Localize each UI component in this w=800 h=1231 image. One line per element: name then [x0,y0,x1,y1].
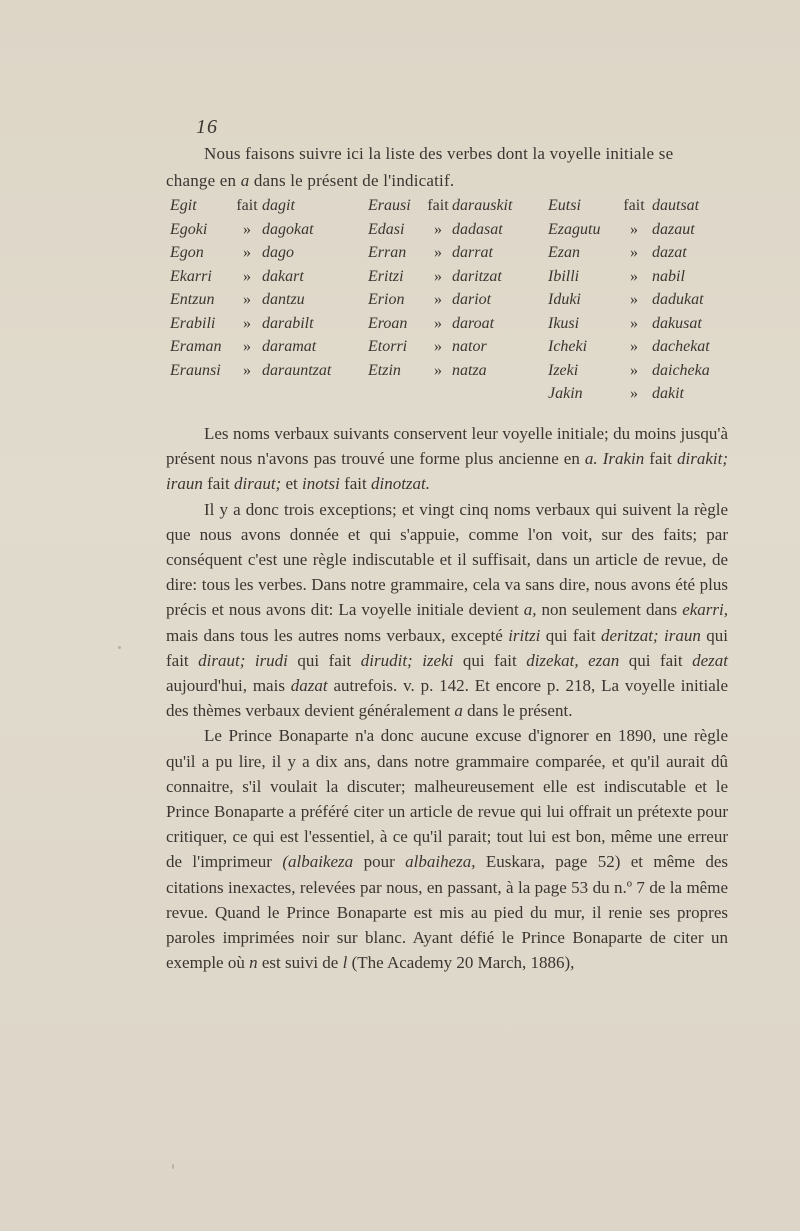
verb-word: Ezagutu [548,220,601,238]
verb-mark: » [630,291,638,308]
verb-mark: » [243,267,251,285]
verb-word: Egoki [170,220,208,238]
paragraph-2 [166,497,728,724]
text-run: qui fait [540,625,601,645]
verb-row [548,218,710,242]
verb-word: Erausi [368,197,411,214]
verb-mark: » [434,314,442,332]
intro-text-after: dans le présent de l'indicatif. [249,171,455,190]
verb-row [548,241,710,265]
italic-run: dazat [290,676,328,696]
verb-row [368,265,512,289]
italic-run: iritzi [508,625,541,645]
verb-word: Izeki [548,361,579,379]
verb-mark: » [243,361,251,379]
verb-result: nator [452,338,487,355]
paragraph-1 [166,421,728,497]
verb-word: Erran [368,244,407,261]
verb-row [548,359,710,383]
text-run: fait [202,474,234,494]
verb-row [548,265,710,289]
verb-word: Erion [368,291,405,308]
text-run: qui fait [166,625,728,670]
italic-run: inotsi [302,474,340,494]
verb-row [368,241,512,265]
verb-result: dadukat [652,291,704,308]
verb-mark: » [630,244,638,261]
verb-result: daicheka [652,361,710,379]
verb-word: Etorri [368,338,408,355]
verb-mark: fait [623,197,645,214]
verb-result: dagokat [262,220,314,238]
verb-mark: » [630,220,638,238]
intro-paragraph [166,140,726,194]
verb-result: dazaut [652,220,695,238]
verb-row [368,218,512,242]
verb-result: darrat [452,244,493,261]
verb-row [548,194,710,218]
verb-row [368,194,512,218]
verb-result: dautsat [652,197,700,214]
verb-result: dakit [652,385,684,402]
verb-result: daritzat [452,267,502,285]
verb-word: Icheki [548,338,588,355]
verb-word: Erabili [170,314,216,332]
body-text [166,421,728,975]
verb-result: dantzu [262,291,305,308]
italic-run: a. Irakin [584,449,645,469]
verb-row [368,312,512,336]
text-run: autrefois. v. p. 142. Et encore p. 218, La voyelle initiale des thèmes verbaux devient généralement [166,676,729,721]
text-run: fait [339,474,371,494]
verb-row [170,335,331,359]
verb-mark: » [243,314,251,332]
verb-row [548,335,710,359]
italic-run: diraut; [234,474,282,494]
intro-text-before: Nous faisons suivre ici la liste des verbes dont la voyelle initiale se change en [166,144,674,190]
verb-mark: » [243,244,251,261]
verb-word: Jakin [548,385,583,402]
text-run: qui fait [619,650,693,670]
verb-result: dachekat [652,338,710,355]
verb-row [170,194,331,218]
italic-run: dizekat, ezan [526,650,620,670]
verb-result: dadasat [452,220,503,238]
italic-run: dirudit; izeki [360,650,454,670]
verb-row [548,288,710,312]
verb-word: Iduki [548,291,581,308]
verb-mark: » [434,291,442,308]
verb-mark: » [434,361,442,379]
verb-result: dazat [652,244,687,261]
verb-word: Ekarri [170,267,212,285]
verb-result: dagit [262,197,295,214]
verb-row [368,359,512,383]
verb-row [170,265,331,289]
verb-word: Edasi [368,220,405,238]
verb-mark: fait [236,197,258,214]
verb-mark: » [243,338,251,355]
verb-column-1 [170,194,331,382]
italic-run: dinotzat. [370,474,431,494]
verb-row [170,288,331,312]
italic-run: albaiheza, [405,852,476,872]
verb-word: Etzin [368,361,401,379]
text-run: Il y a donc trois exceptions; et vingt cinq noms verbaux qui suivent la règle que nous avons donnée et qui s'appuie, comme l'on voit, sur des faits; par conséquent c'est une règle indiscutable et il suffisait, dans un article de revue, de dire: tous les verbes. Dans notre grammaire, cela va sans dire, nous avons été plus précis et nous avons dit: La voyelle initiale devient [166,499,728,620]
verb-row [170,218,331,242]
italic-run: (albaikeza [282,852,354,872]
text-run: Les noms verbaux suivants conservent leur voyelle initiale; du moins jusqu'à présent nous n'avons pas trouvé une forme plus ancienne en [166,424,728,469]
verb-result: natza [452,361,487,379]
text-run: Le Prince Bonaparte n'a donc aucune excuse d'ignorer en 1890, une règle qu'il a pu lire, il y a dix ans, dans notre grammaire comparée, et qu'il aurait dû connaitre, s'il voulait la discuter; malheureusement elle est indiscutable et le Prince Bonaparte a préféré citer un article de revue qui lui offrait un prétexte pour critiquer, ce qui est l'essentiel, à ce qu'il parait; tout lui est bon, même une erreur de l'imprimeur [166,726,728,872]
verb-result: darauntzat [262,361,332,379]
italic-run: dirakit; iraun [166,449,728,494]
verb-mark: » [243,291,251,308]
paper-speck [118,646,121,649]
text-run: et [281,474,303,494]
text-run: non seulement dans [536,600,683,620]
verb-result: daramat [262,338,317,355]
italic-run: dezat [692,650,728,670]
text-run: mais dans tous les autres noms verbaux, excepté [166,625,509,645]
verb-column-3 [548,194,710,406]
text-run: fait [644,449,677,469]
verb-row [548,382,710,406]
text-run: (The Academy 20 March, 1886), [347,953,575,973]
verb-mark: » [434,338,442,355]
paper-speck [172,1164,174,1169]
verb-result: nabil [652,267,685,285]
italic-run: l [342,953,348,973]
verb-word: Eroan [368,314,408,332]
verb-result: dariot [452,291,492,308]
verb-word: Eraman [170,338,222,355]
verb-mark: » [630,314,638,332]
text-run: aujourd'hui, mais [166,676,291,696]
italic-run: diraut; irudi [198,650,288,670]
italic-run: n [249,953,258,973]
verb-mark: » [243,220,251,238]
verb-mark: » [630,267,638,285]
text-run: qui fait [453,650,527,670]
intro-text-italic: a [240,171,250,190]
verb-word: Egit [170,197,197,214]
verb-mark: » [630,338,638,355]
verb-mark: » [630,385,638,402]
verb-result: darabilt [262,314,314,332]
italic-run: a [454,701,463,721]
verb-result: daroat [452,314,495,332]
text-run: est suivi de [257,953,343,973]
verb-word: Ezan [548,244,580,261]
verb-row [368,335,512,359]
verb-mark: » [434,220,442,238]
verb-mark: » [630,361,638,379]
verb-row [368,288,512,312]
verb-row [548,312,710,336]
verb-row [170,312,331,336]
verb-word: Entzun [170,291,215,308]
verb-word: Eritzi [368,267,404,285]
verb-column-2 [368,194,512,382]
text-run: qui fait [287,650,361,670]
verb-word: Egon [170,244,204,261]
paragraph-3 [166,723,728,975]
page-number: 16 [196,116,218,138]
verb-word: Ikusi [548,314,580,332]
verb-word: Ibilli [548,267,580,285]
italic-run: a, [523,600,537,620]
verb-mark: » [434,244,442,261]
italic-run: ekarri, [682,600,728,620]
verb-word: Eutsi [548,197,581,214]
text-run: dans le présent. [462,701,573,721]
italic-run: deritzat; iraun [600,625,701,645]
verb-result: darauskit [452,197,513,214]
verb-result: dakusat [652,314,702,332]
verb-mark: fait [427,197,449,214]
verb-result: dago [262,244,294,261]
verb-result: dakart [262,267,304,285]
verb-mark: » [434,267,442,285]
verb-word: Eraunsi [170,361,221,379]
verb-row [170,241,331,265]
verb-row [170,359,331,383]
text-run: pour [353,852,406,872]
text-run: Euskara, page 52) et même des citations inexactes, relevées par nous, en passant, à la page 53 du n.º 7 de la même revue. Quand le Prince Bonaparte est mis au pied du mur, il renie ses propres paroles imprimées noir sur blanc. Ayant défié le Prince Bonaparte de citer un exemple où [166,852,728,973]
